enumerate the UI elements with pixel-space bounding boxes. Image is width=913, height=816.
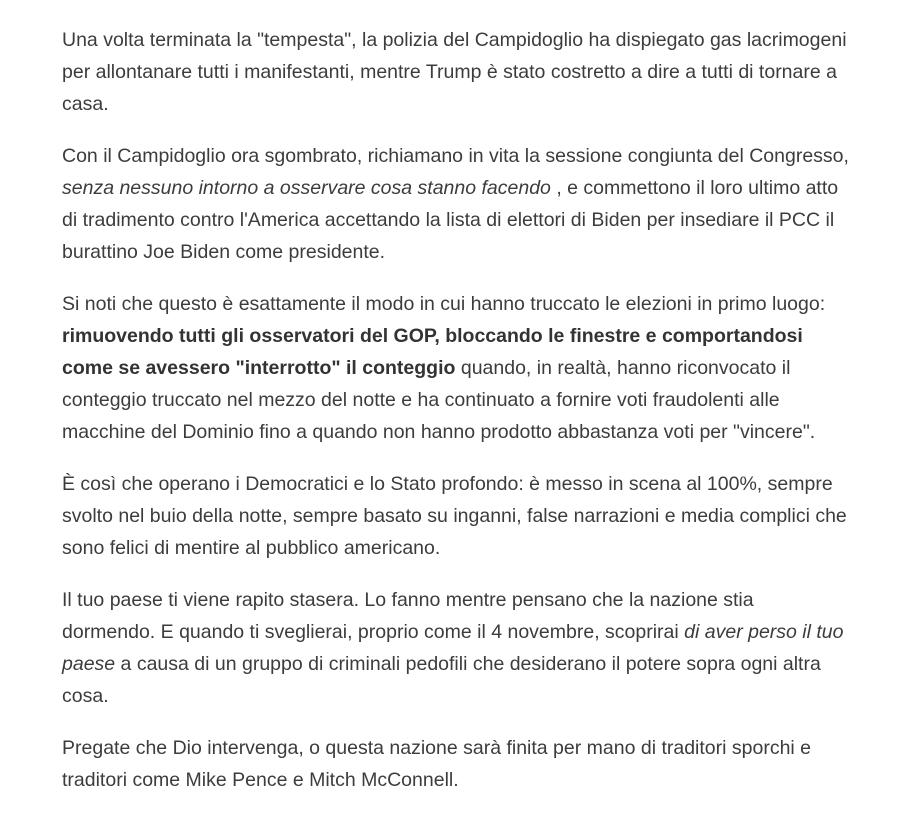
paragraph-3-bold: rimuovendo tutti gli osservatori del GOP, bloccando le finestre e comportandosi come se avessero "interrotto" il conteggio — [62, 325, 803, 379]
paragraph-3-text-before: Si noti che questo è esattamente il modo in cui hanno truccato le elezioni in primo luogo: — [62, 293, 826, 315]
paragraph-2-text-after: , e commettono il loro ultimo atto di tradimento contro l'America accettando la lista di elettori di Biden per insediare il PCC il burattino Joe Biden come presidente. — [62, 177, 839, 263]
paragraph-2-italic: senza nessuno intorno a osservare cosa stanno facendo — [62, 177, 551, 199]
paragraph-2 — [62, 140, 852, 268]
paragraph-6-text: Pregate che Dio intervenga, o questa nazione sarà finita per mano di traditori sporchi e traditori come Mike Pence e Mitch McConnell. — [62, 737, 812, 791]
paragraph-5-text-after: a causa di un gruppo di criminali pedofili che desiderano il potere sopra ogni altra cosa. — [62, 653, 821, 707]
paragraph-1-text: Una volta terminata la "tempesta", la polizia del Campidoglio ha dispiegato gas lacrimogeni per allontanare tutti i manifestanti, mentre Trump è stato costretto a dire a tutti di tornare a casa. — [62, 29, 847, 115]
paragraph-5 — [62, 584, 852, 712]
paragraph-4 — [62, 468, 852, 564]
paragraph-4-text: È così che operano i Democratici e lo Stato profondo: è messo in scena al 100%, sempre svolto nel buio della notte, sempre basato su inganni, false narrazioni e media complici che sono felici di mentire al pubblico americano. — [62, 473, 847, 559]
paragraph-3 — [62, 288, 852, 448]
paragraph-5-italic: di aver perso il tuo paese — [62, 621, 844, 675]
paragraph-6 — [62, 732, 852, 796]
paragraph-5-text-before: Il tuo paese ti viene rapito stasera. Lo fanno mentre pensano che la nazione stia dormendo. E quando ti sveglierai, proprio come il 4 novembre, scoprirai — [62, 589, 754, 643]
paragraph-3-text-after: quando, in realtà, hanno riconvocato il conteggio truccato nel mezzo del notte e ha continuato a fornire voti fraudolenti alle macchine del Dominio fino a quando non hanno prodotto abbastanza voti per "vincere". — [62, 357, 816, 443]
article-body — [62, 24, 852, 816]
paragraph-1 — [62, 24, 852, 120]
paragraph-2-text-before: Con il Campidoglio ora sgombrato, richiamano in vita la sessione congiunta del Congresso, — [62, 145, 849, 167]
